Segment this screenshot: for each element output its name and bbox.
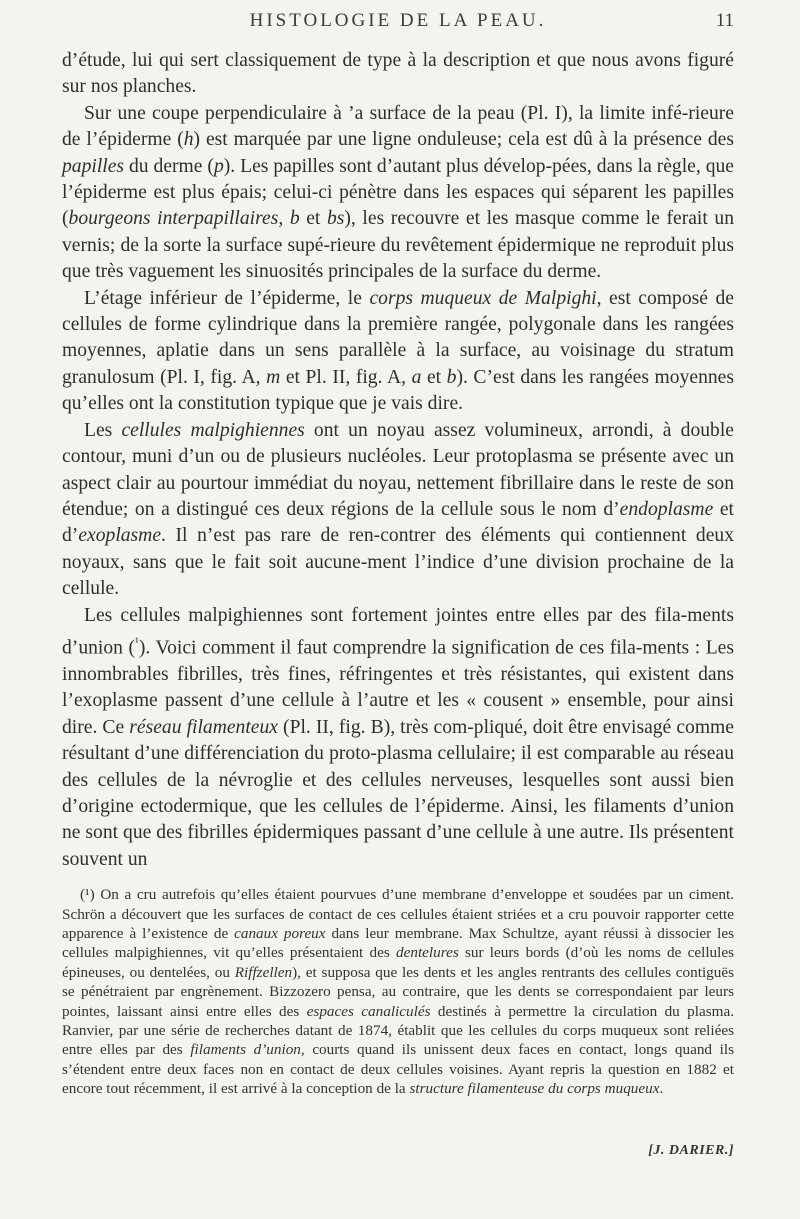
italic-text: b bbox=[446, 366, 457, 388]
italic-text: espaces canaliculés bbox=[306, 1002, 431, 1020]
italic-text: endoplasme bbox=[619, 498, 714, 520]
footnote-1 bbox=[62, 885, 734, 1098]
paragraph-5 bbox=[62, 603, 734, 874]
text-run: ), les recouvre et les masque comme le ferait un vernis; de la sorte la surface supé-rieure du revêtement épidermique ne reproduit plus que très vaguement les sinuosités principales de la surface du derme. bbox=[62, 208, 735, 283]
paragraph-2 bbox=[62, 101, 734, 286]
text-run: sur leurs bords (d’où les noms de cellules épineuses, ou dentelées, ou bbox=[62, 944, 735, 981]
text-run: du derme ( bbox=[124, 155, 214, 177]
paragraph-4 bbox=[62, 418, 734, 603]
text-run: (¹) On a cru autrefois qu’elles étaient pourvues d’une membrane d’enveloppe et soudées par un ciment. Schrön a découvert que les surfaces de contact de ces cellules étaient striées et a cru pouvoir rapporter cette apparence à l’existence de bbox=[62, 886, 734, 942]
running-head bbox=[62, 0, 734, 40]
italic-text: exoplasme bbox=[78, 525, 162, 547]
text-run: destinés à permettre la circulation du plasma. Ranvier, par une série de recherches datant de 1874, établit que les cellules du corps muqueux sont reliées entre elles par des bbox=[62, 1002, 734, 1059]
italic-text: cellules malpighiennes bbox=[121, 419, 305, 441]
text-run: . Il n’est pas rare de ren-contrer des éléments qui contiennent deux noyaux, sans que le fait soit aucune-ment l’indice d’une division prochaine de la cellule. bbox=[62, 525, 734, 600]
italic-text: h bbox=[183, 129, 194, 151]
italic-text: bourgeons interpapillaires, b bbox=[68, 208, 300, 230]
signature: [J. DARIER.] bbox=[648, 1143, 734, 1158]
text-run: . bbox=[659, 1080, 664, 1098]
text-run: , est composé de cellules de forme cylindrique dans la première rangée, polygonale dans les rangées moyennes, aplatie dans un sens parallèle à la surface, au voisinage du stratum granulosum (Pl. I, fig. A, bbox=[62, 287, 734, 388]
italic-text: dentelures bbox=[396, 944, 459, 962]
italic-text: filaments d’union bbox=[190, 1041, 301, 1059]
text-run: ont un noyau assez volumineux, arrondi, à double contour, muni d’un ou de plusieurs nucléoles. Leur protoplasma se présente avec un aspect clair au pourtour immédiat du noyau, nettement fibrillaire dans le reste de son étendue; on a distingué ces deux régions de la cellule sous le nom d’ bbox=[62, 419, 734, 520]
body-text bbox=[62, 48, 734, 873]
text-run: d’étude, lui qui sert classiquement de type à la description et que nous avons figuré sur nos planches. bbox=[62, 50, 734, 98]
text-run: (Pl. II, fig. B), très com-pliqué, doit être envisagé comme résultant d’une différenciation du proto-plasma cellulaire; il est comparable au réseau des cellules de la névroglie et des cellules nerveuses, lesquelles sont aussi bien d’origine ectodermique, que les cellules de l’épiderme. Ainsi, les filaments d’union ne sont que des fibrilles épidermiques passant d’une cellule à une autre. Ils présentent souvent un bbox=[62, 716, 734, 870]
text-run: et Pl. II, fig. A, bbox=[280, 366, 412, 388]
text-run: Les cellules malpighiennes sont fortement jointes entre elles par des fila-ments d’union ( bbox=[62, 604, 734, 659]
italic-text: canaux poreux bbox=[234, 924, 326, 942]
italic-text: p bbox=[213, 155, 224, 177]
italic-text: bs bbox=[326, 208, 345, 230]
page-number: 11 bbox=[715, 10, 734, 31]
paragraph-3 bbox=[62, 286, 734, 418]
text-run: et bbox=[299, 208, 327, 230]
italic-text: structure filamenteuse du corps muqueux bbox=[409, 1080, 660, 1098]
text-run: ), et supposa que les dents et les angles rentrants des cellules contiguës se pénétraient par engrènement. Bizzozero pensa, au contraire, que les dents se correspondaient par leurs pointes, laissant ainsi entre elles des bbox=[62, 963, 735, 1020]
italic-text: Riffzellen bbox=[234, 963, 293, 981]
italic-text: a bbox=[411, 366, 422, 388]
italic-text: corps muqueux de Malpighi bbox=[369, 287, 597, 309]
text-run: et bbox=[421, 366, 447, 388]
text-run: ). Voici comment il faut comprendre la signification de ces fila-ments : Les innombrables fibrilles, très fines, réfringentes et très résistantes, qui existent dans l’exoplasme passent d’une cellule à l’autre et les « cousent » ensemble, pour ainsi dire. Ce bbox=[62, 637, 734, 738]
text-run: Les bbox=[84, 419, 122, 441]
footnotes bbox=[62, 885, 734, 1098]
footnote-marker: ¹ bbox=[135, 634, 139, 649]
text-run: dans leur membrane. Max Schultze, ayant réussi à dissocier les cellules malpighiennes, vit qu’elles présentaient des bbox=[62, 924, 735, 962]
text-run: ) est marquée par une ligne onduleuse; cela est dû à la présence des bbox=[193, 129, 734, 151]
text-run: Sur une coupe perpendiculaire à ’a surface de la peau (Pl. I), la limite infé-rieure de l’épiderme ( bbox=[62, 102, 734, 151]
text-run: ). C’est dans les rangées moyennes qu’elles ont la constitution typique que je vais dire. bbox=[62, 366, 734, 415]
paragraph-1 bbox=[62, 48, 734, 101]
running-title: HISTOLOGIE DE LA PEAU. bbox=[249, 10, 547, 31]
text-run: ). Les papilles sont d’autant plus dévelop-pées, dans la règle, que l’épiderme est plus épais; celui-ci pénètre dans les espaces qui séparent les papilles ( bbox=[62, 155, 734, 230]
text-run: et d’ bbox=[62, 498, 734, 547]
italic-text: réseau filamenteux bbox=[129, 716, 278, 738]
text-run: , courts quand ils unissent deux faces en contact, longs quand ils s’étendent entre deux faces non en contact de deux cellules voisines. Ayant repris la question en 1882 et encore tout récemment, il est arrivé à la conception de la bbox=[62, 1041, 734, 1098]
italic-text: m bbox=[266, 366, 281, 388]
text-run: L’étage inférieur de l’épiderme, le bbox=[84, 287, 370, 309]
italic-text: papilles bbox=[62, 155, 125, 177]
